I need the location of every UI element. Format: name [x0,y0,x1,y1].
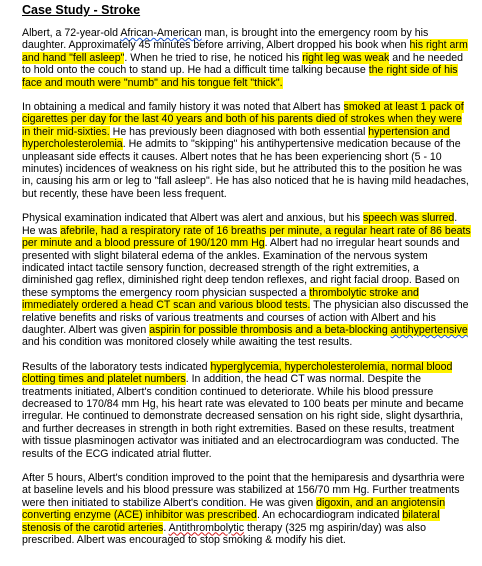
highlighted-text: hypertension and hypercholesterolemia [22,125,450,151]
highlighted-text: digoxin, and an angiotensin converting enzyme (ACE) inhibitor was prescribed [22,496,446,522]
flagged-word: African-American [120,27,202,39]
highlighted-text: smoked at least 1 pack of cigarettes per day for the last 40 years and both of his parents died of strokes when they were in their mid-sixties. [22,101,464,138]
body-text: Albert, a 72-year-old [22,27,121,39]
highlighted-text: the right side of his face and mouth were "numb" and his tongue felt "thick". [22,64,458,89]
highlighted-text: speech was slurred [362,212,455,225]
body-text: The physician also discussed the relative benefits and risks of various treatments and courses of action with Albert and his daughter. Albert was given [22,299,469,336]
body-text: . He was [22,212,458,237]
document-title: Case Study - Stroke [22,3,141,17]
body-text: man, is brought into the emergency room by his daughter. Approximately 45 minutes before arriving, Albert dropped his book when [22,27,429,52]
body-text: He has previously been diagnosed with both essential [109,125,369,138]
body-text: . An echocardiogram indicated [256,509,403,522]
body-text: Physical examination indicated that Albert was alert and anxious, but his [22,212,363,225]
highlighted-text: antihypertensive [390,323,468,336]
highlighted-text: afebrile, had a respiratory rate of 16 breaths per minute, a regular heart rate of 86 beats per minute and a blood pressure of 190/120 mm Hg [22,224,471,250]
paragraph-1 [22,27,472,89]
highlighted-text: right leg was weak [302,51,390,64]
highlighted-text: aspirin for possible thrombosis and a beta-blocking [149,323,391,336]
body-text: and his condition was monitored closely while awaiting the test results. [22,336,353,349]
highlighted-text: hyperglycemia, hypercholesterolemia, normal blood clotting times and platelet numbers [22,360,453,386]
paragraph-5 [22,472,472,546]
body-text: therapy (325 mg aspirin/day) was also prescribed. Albert was encouraged to stop smoking & modify his diet. [22,521,426,547]
flagged-word: Antithrombolytic [168,521,245,534]
body-text: . [163,521,169,534]
body-text: After 5 hours, Albert's condition improved to the point that the hemiparesis and dysarthria were at baseline levels and his blood pressure was stabilized at 156/70 mm Hg. Further treatments were then initiated to stabilize Albert's condition. He was given [22,472,465,509]
paragraph-2 [22,101,472,200]
body-text: . In addition, the head CT was normal. Despite the treatments initiated, Albert's condition continued to deteriorate. While his blood pressure decreased to 170/84 mm Hg, his heart rate was elevated to 100 beats per minute and became irregular. He continued to demonstrate decreased sensation on his right side, slight dysarthria, and further decreases in strength in both right extremities. Based on these results, treatment with tissue plasminogen activator was initiated and an electrocardiogram was conducted. The results of the ECG indicated atrial flutter. [22,373,464,460]
highlighted-text: thrombolytic stroke and immediately ordered a head CT scan and various blood tests. [22,286,419,312]
body-text: . He admits to "skipping" his antihypertensive medication because of the unpleasant side effects it causes. Albert notes that he has been experiencing short (5 - 10 minutes) incidences of weakness on his right side, but he attributed this to the position he was in, causing his arm or leg to "fall asleep". He has also noticed that he is having mild headaches, but recently, these have been less frequent. [22,138,469,200]
body-text: Results of the laboratory tests indicated [22,360,211,373]
highlighted-text: his right arm and hand "fell asleep" [22,39,468,64]
body-text: In obtaining a medical and family history it was noted that Albert has [22,101,344,114]
highlighted-text: bilateral stenosis of the carotid arteries [22,509,440,534]
paragraph-4 [22,361,472,460]
body-text: and he needed to hold onto the couch to stand up. He had a difficult time talking because [22,51,463,77]
document-body [22,27,472,546]
body-text: . Albert had no irregular heart sounds and presented with slight bilateral edema of the ankles. Examination of the nervous system indicated intact tactile sensory function, decreased strength of the right extremities, a diminished gag reflex, diminished right deep tendon reflexes, and right facial droop. Based on these symptoms the emergency room physician suspected a [22,237,460,299]
paragraph-3 [22,212,472,348]
body-text: . When he tried to rise, he noticed his [124,51,303,64]
